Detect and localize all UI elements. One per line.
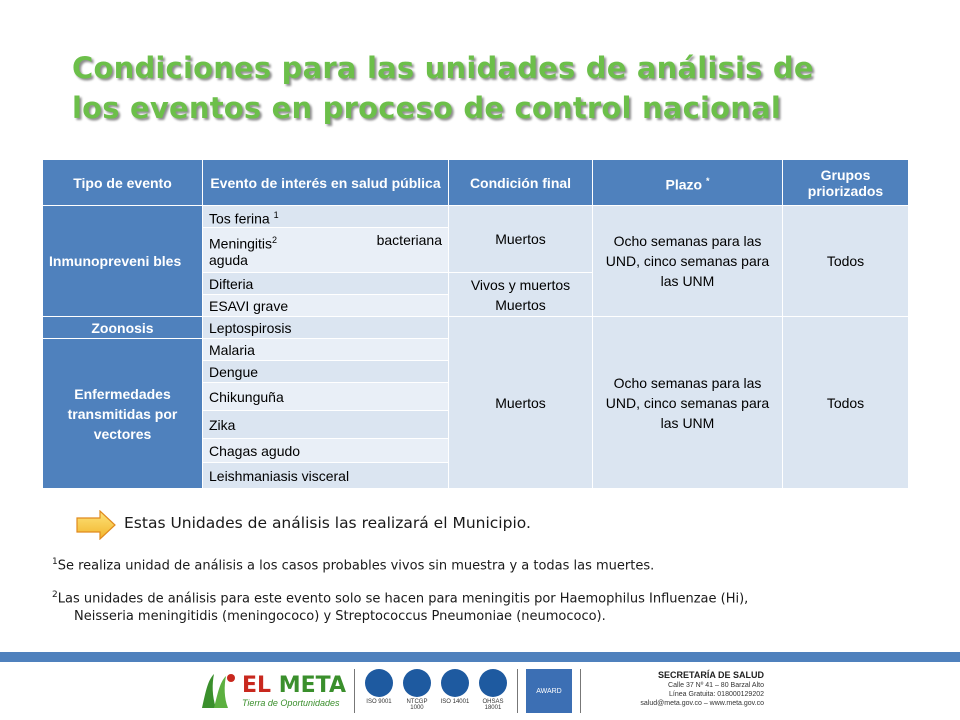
footer-logos (198, 666, 589, 716)
footnote-marker-1: 1 (273, 209, 279, 220)
cert-badge: ISO 9001 (363, 669, 395, 713)
footnote-2 (52, 586, 892, 626)
event-meningitis-label: Meningitis (209, 235, 273, 252)
event-esavi: ESAVI grave (203, 295, 449, 317)
note-arrow-wrapper (76, 510, 116, 540)
event-tos-ferina (203, 206, 449, 228)
plazo-group-1: Ocho semanas para las UND, cinco semanas para las UNM (593, 206, 783, 317)
footer-divider (517, 669, 518, 713)
contact-head: SECRETARÍA DE SALUD (657, 670, 764, 680)
condition-vivos-label: Vivos y muertos (470, 276, 571, 293)
event-meningitis-word: bacteriana (376, 232, 442, 249)
event-meningitis-word-2: aguda (209, 251, 248, 268)
event-dengue: Dengue (203, 361, 449, 383)
event-zika: Zika (203, 411, 449, 439)
table-row (43, 317, 909, 339)
municipio-note: Estas Unidades de análisis las realizará el Municipio. (124, 514, 531, 532)
slide-title (72, 48, 932, 128)
category-zoonosis: Zoonosis (43, 317, 203, 339)
footnote-1-text: Se realiza unidad de análisis a los casos probables vivos sin muestra y a todas las muertes. (57, 558, 655, 574)
category-vectores: Enfermedades transmitidas por vectores (43, 339, 203, 489)
event-tos-ferina-label: Tos ferina (209, 210, 270, 227)
footnote-2-text-1: Las unidades de análisis para este evento solo se hacen para meningitis por Haemophilus Influenzae (Hi), (57, 591, 749, 607)
header-plazo-label: Plazo (665, 176, 703, 193)
header-tipo: Tipo de evento (43, 160, 203, 206)
header-evento: Evento de interés en salud pública (203, 160, 449, 206)
slide-title-line-1: Condiciones para las unidades de análisis de (72, 51, 814, 85)
event-leishmaniasis: Leishmaniasis visceral (203, 463, 449, 489)
footnote-2-text-2: Neisseria meningitidis (meningococo) y Streptococcus Pneumoniae (neumococo). (74, 609, 606, 625)
event-meningitis (203, 228, 449, 273)
event-difteria: Difteria (203, 273, 449, 295)
table-header-row (43, 160, 909, 206)
grupos-group-1: Todos (783, 206, 909, 317)
footnote-1-mark: 1 (52, 557, 58, 567)
condition-muertos: Muertos (449, 206, 593, 273)
event-malaria: Malaria (203, 339, 449, 361)
category-inmunoprevenibles: Inmunopreveni bles (43, 206, 203, 317)
condition-muertos-label: Muertos (495, 296, 546, 313)
footnote-2-mark: 2 (52, 590, 58, 600)
el-meta-emblem-icon (198, 670, 238, 712)
grupos-group-2: Todos (783, 317, 909, 489)
header-condicion: Condición final (449, 160, 593, 206)
table-row (43, 206, 909, 228)
header-plazo-mark: * (705, 175, 710, 186)
brand-el: EL (242, 672, 272, 698)
footer-divider (580, 669, 581, 713)
event-chagas: Chagas agudo (203, 439, 449, 463)
contact-email-web: salud@meta.gov.co – www.meta.gov.co (640, 700, 764, 707)
contact-phone: Línea Gratuita: 018000129202 (669, 691, 764, 698)
cert-badge: ISO 14001 (439, 669, 471, 713)
event-chikunguna: Chikunguña (203, 383, 449, 411)
el-meta-logo (198, 670, 346, 712)
footer-bar (0, 652, 960, 662)
cert-seal-icon (365, 669, 393, 697)
arrow-right-icon (76, 510, 116, 540)
cert-seal-icon (441, 669, 469, 697)
award-badge: AWARD (526, 669, 572, 713)
condition-muertos-group-2: Muertos (449, 317, 593, 489)
cert-badge: NTCGP 1000 (401, 669, 433, 713)
footer-divider (354, 669, 355, 713)
header-plazo (593, 160, 783, 206)
footnote-1 (52, 553, 892, 575)
events-table (42, 159, 909, 489)
cert-badge: OHSAS 18001 (477, 669, 509, 713)
event-leptospirosis: Leptospirosis (203, 317, 449, 339)
contact-address: Calle 37 Nº 41 – 80 Barzal Alto (668, 682, 764, 689)
certification-badges (363, 669, 509, 713)
footnote-marker-2: 2 (272, 235, 278, 246)
brand-meta: META (278, 672, 346, 698)
cert-seal-icon (403, 669, 431, 697)
header-grupos: Grupos priorizados (783, 160, 909, 206)
condition-vivos-muertos (449, 273, 593, 317)
brand-tagline: Tierra de Oportunidades (242, 697, 340, 708)
contact-block (604, 669, 764, 708)
slide-title-line-2: los eventos en proceso de control nacional (72, 91, 782, 125)
plazo-group-2: Ocho semanas para las UND, cinco semanas para las UNM (593, 317, 783, 489)
cert-seal-icon (479, 669, 507, 697)
